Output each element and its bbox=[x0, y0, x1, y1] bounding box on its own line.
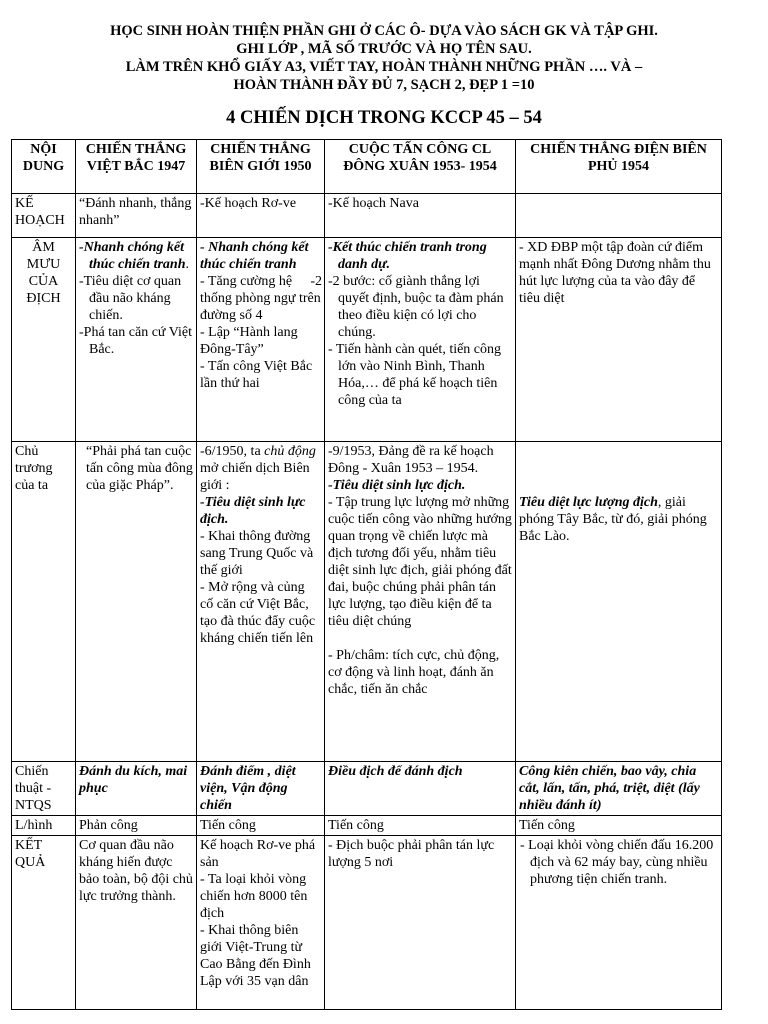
am-muu-bien-gioi-stray-mark: -2 bbox=[310, 274, 322, 289]
chu-truong-bien-gioi-line-4: - Mở rộng và củng cố căn cứ Việt Bắc, tạo đà thúc đẩy cuộc kháng chiến tiến lên bbox=[200, 580, 316, 646]
am-muu-bien-gioi bbox=[197, 238, 325, 442]
chien-thuat-dong-xuan: Điều địch để đánh địch bbox=[325, 762, 516, 816]
row-am-muu bbox=[12, 238, 722, 442]
ket-qua-bien-gioi bbox=[197, 836, 325, 1010]
ke-hoach-dien-bien-phu bbox=[516, 194, 722, 238]
chu-truong-bien-gioi-line-1c: mở chiến dịch Biên giới : bbox=[200, 461, 310, 493]
chien-thuat-bien-gioi: Đánh điểm , diệt viện, Vận động chiến bbox=[197, 762, 325, 816]
am-muu-viet-bac-line-3: -Phá tan căn cứ Việt Bắc. bbox=[79, 325, 193, 357]
chu-truong-dong-xuan-line-4: - Ph/châm: tích cực, chủ động, cơ động và linh hoạt, đánh ăn chắc, tiến ăn chắc bbox=[328, 648, 500, 697]
am-muu-bien-gioi-line-1: - Nhanh chóng kết thúc chiến tranh bbox=[200, 240, 309, 272]
am-muu-viet-bac bbox=[76, 238, 197, 442]
chu-truong-dong-xuan-line-3: - Tập trung lực lượng mở những cuộc tiến công vào những hướng quan trọng về chiến lược mà địch tương đối yếu, nhằm tiêu diệt sinh lực địch, giải phóng đất đai, buộc chúng phải phân tán lực lượng, tạo điều kiện để ta tiêu diệt chúng bbox=[328, 495, 512, 629]
header-dien-bien-phu: CHIẾN THẮNG ĐIỆN BIÊN PHỦ 1954 bbox=[516, 140, 722, 194]
chien-thuat-dien-bien-phu: Công kiên chiến, bao vây, chia cắt, lấn, tấn, phá, triệt, diệt (lấy nhiều đánh ít) bbox=[516, 762, 722, 816]
am-muu-dong-xuan-line-3: - Tiến hành càn quét, tiến công lớn vào Ninh Bình, Thanh Hóa,… để phá kế hoạch tiên công của ta bbox=[328, 342, 502, 408]
page-title: 4 CHIẾN DỊCH TRONG KCCP 45 – 54 bbox=[226, 108, 542, 128]
header-noi-dung: NỘI DUNG bbox=[12, 140, 76, 194]
chu-truong-bien-gioi-line-1a: -6/1950, ta bbox=[200, 444, 265, 459]
am-muu-viet-bac-line-1-end: . bbox=[185, 257, 189, 272]
ke-hoach-bien-gioi: -Kế hoạch Rơ-ve bbox=[197, 194, 325, 238]
ke-hoach-viet-bac: “Đánh nhanh, thắng nhanh” bbox=[76, 194, 197, 238]
campaign-table bbox=[11, 139, 722, 1010]
label-ket-qua: KẾT QUẢ bbox=[12, 836, 76, 1010]
ket-qua-dien-bien-phu: - Loại khỏi vòng chiến đấu 16.200 địch và 62 máy bay, cùng nhiều phương tiện chiến tranh. bbox=[516, 836, 722, 1010]
am-muu-bien-gioi-line-4: - Tấn công Việt Bắc lần thứ hai bbox=[200, 359, 313, 391]
chu-truong-bien-gioi-line-1b: chủ động bbox=[264, 444, 316, 459]
header-dong-xuan: CUỘC TẤN CÔNG CL ĐÔNG XUÂN 1953- 1954 bbox=[325, 140, 516, 194]
instruction-line-2: GHI LỚP , MÃ SỐ TRƯỚC VÀ HỌ TÊN SAU. bbox=[236, 41, 532, 57]
am-muu-dien-bien-phu: - XD ĐBP một tập đoàn cứ điểm mạnh nhất Đông Dương nhằm thu hút lực lượng của ta vào đây để tiêu diệt bbox=[516, 238, 722, 442]
instruction-line-3: LÀM TRÊN KHỔ GIẤY A3, VIẾT TAY, HOÀN THÀNH NHỮNG PHẦN …. VÀ – bbox=[125, 59, 643, 75]
loai-hinh-viet-bac: Phản công bbox=[76, 816, 197, 836]
ket-qua-dong-xuan: - Địch buộc phải phân tán lực lượng 5 nơi bbox=[325, 836, 516, 1010]
row-ket-qua bbox=[12, 836, 722, 1010]
spacer bbox=[328, 630, 512, 647]
chu-truong-bien-gioi-line-2: -Tiêu diệt sinh lực địch. bbox=[200, 495, 306, 527]
chu-truong-bien-gioi bbox=[197, 442, 325, 762]
loai-hinh-dong-xuan: Tiến công bbox=[325, 816, 516, 836]
chu-truong-dong-xuan-line-1: -9/1953, Đảng đề ra kế hoạch Đông - Xuân 1953 – 1954. bbox=[328, 444, 494, 476]
chu-truong-viet-bac: “Phải phá tan cuộc tấn công mùa đông của giặc Pháp”. bbox=[76, 442, 197, 762]
header-bien-gioi: CHIẾN THẮNG BIÊN GIỚI 1950 bbox=[197, 140, 325, 194]
loai-hinh-bien-gioi: Tiến công bbox=[197, 816, 325, 836]
chu-truong-bien-gioi-line-3: - Khai thông đường sang Trung Quốc và thế giới bbox=[200, 529, 314, 578]
row-chu-truong bbox=[12, 442, 722, 762]
ket-qua-viet-bac: Cơ quan đầu não kháng hiến được bảo toàn, bộ đội chủ lực trưởng thành. bbox=[76, 836, 197, 1010]
label-ke-hoach: KẾ HOẠCH bbox=[12, 194, 76, 238]
header-viet-bac: CHIẾN THẮNG VIỆT BẮC 1947 bbox=[76, 140, 197, 194]
chu-truong-dien-bien-phu-emphasis: Tiêu diệt lực lượng địch bbox=[519, 495, 658, 510]
chu-truong-dong-xuan bbox=[325, 442, 516, 762]
ket-qua-bien-gioi-line-1: Kế hoạch Rơ-ve phá sản bbox=[200, 838, 316, 870]
am-muu-viet-bac-line-1: -Nhanh chóng kết thúc chiến tranh bbox=[79, 240, 186, 272]
loai-hinh-dien-bien-phu: Tiến công bbox=[516, 816, 722, 836]
ket-qua-bien-gioi-line-3: - Khai thông biên giới Việt-Trung từ Cao Bằng đến Đình Lập với 35 vạn dân bbox=[200, 923, 311, 989]
instruction-line-1: HỌC SINH HOÀN THIỆN PHẦN GHI Ở CÁC Ô- DỰA VÀO SÁCH GK VÀ TẬP GHI. bbox=[110, 23, 658, 39]
instructions-header bbox=[0, 22, 768, 94]
label-chu-truong: Chủ trương của ta bbox=[12, 442, 76, 762]
label-loai-hinh: L/hình bbox=[12, 816, 76, 836]
chu-truong-dong-xuan-line-2: -Tiêu diệt sinh lực địch. bbox=[328, 478, 466, 493]
chien-thuat-viet-bac: Đánh du kích, mai phục bbox=[76, 762, 197, 816]
am-muu-bien-gioi-line-2: - Tăng cường hệ thống phòng ngự trên đường số 4 bbox=[200, 274, 321, 323]
row-loai-hinh bbox=[12, 816, 722, 836]
row-ke-hoach bbox=[12, 194, 722, 238]
chu-truong-dien-bien-phu bbox=[516, 442, 722, 762]
label-chien-thuat: Chiến thuật - NTQS bbox=[12, 762, 76, 816]
am-muu-bien-gioi-line-3: - Lập “Hành lang Đông-Tây” bbox=[200, 325, 298, 357]
ket-qua-bien-gioi-line-2: - Ta loại khỏi vòng chiến hơn 8000 tên địch bbox=[200, 872, 308, 921]
am-muu-dong-xuan bbox=[325, 238, 516, 442]
row-chien-thuat bbox=[12, 762, 722, 816]
chu-truong-dien-bien-phu-rest: , giải phóng Tây Bắc, từ đó, giải phóng Bắc Lào. bbox=[519, 495, 707, 544]
am-muu-viet-bac-line-2: -Tiêu diệt cơ quan đầu não kháng chiến. bbox=[79, 274, 182, 323]
am-muu-dong-xuan-line-1: -Kết thúc chiến tranh trong danh dự. bbox=[328, 240, 487, 272]
label-am-muu: ÂM MƯU CỦA ĐỊCH bbox=[12, 238, 76, 442]
ke-hoach-dong-xuan: -Kế hoạch Nava bbox=[325, 194, 516, 238]
am-muu-dong-xuan-line-2: -2 bước: cố giành thắng lợi quyết định, buộc ta đàm phán theo điều kiện có lợi cho chúng. bbox=[328, 274, 504, 340]
instruction-line-4: HOÀN THÀNH ĐẦY ĐỦ 7, SẠCH 2, ĐẸP 1 =10 bbox=[233, 77, 535, 93]
table-header-row bbox=[12, 140, 722, 194]
